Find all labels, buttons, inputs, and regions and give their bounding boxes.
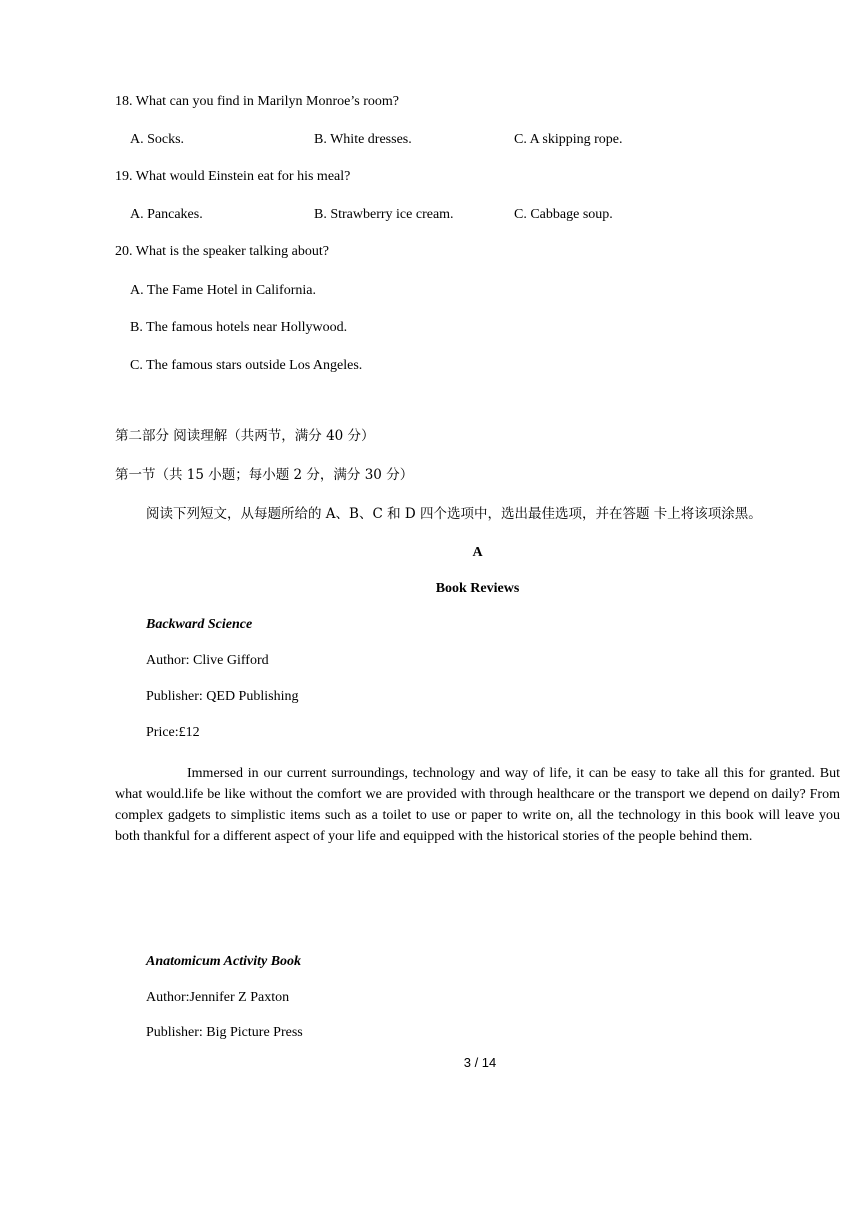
question-19-option-b: B. Strawberry ice cream.	[314, 207, 454, 222]
question-18-option-c: C. A skipping rope.	[514, 132, 623, 147]
question-19-stem: 19. What would Einstein eat for his meal?	[115, 169, 351, 184]
passage-letter: A	[472, 545, 483, 560]
question-20-stem: 20. What is the speaker talking about?	[115, 244, 329, 259]
passage-title: Book Reviews	[435, 581, 520, 596]
book-2-title: Anatomicum Activity Book	[146, 954, 302, 969]
book-2-publisher: Publisher: Big Picture Press	[146, 1025, 303, 1040]
question-19-option-a: A. Pancakes.	[130, 207, 203, 222]
page-number: 3 / 14	[463, 1055, 497, 1070]
book-2-author: Author:Jennifer Z Paxton	[146, 990, 290, 1005]
part-title: 第二部分 阅读理解（共两节，满分 40 分）	[115, 428, 375, 444]
question-18-option-a: A. Socks.	[130, 132, 185, 147]
book-1-price: Price:£12	[146, 725, 200, 740]
question-20-option-b: B. The famous hotels near Hollywood.	[130, 320, 348, 335]
question-19-option-c: C. Cabbage soup.	[514, 207, 613, 222]
book-1-review: Immersed in our current surroundings, technology and way of life, it can be easy to take all this for granted. But what would.life be like without the comfort we are provided with through healthcare or the transport we depend on daily? From complex gadgets to simplistic items such as a toilet to use or paper to write on, all the technology in this book will leave you both thankful for a different aspect of your life and equipped with the historical stories of the people behind them.	[115, 766, 840, 844]
question-18-stem: 18. What can you find in Marilyn Monroe’s room?	[115, 94, 399, 109]
book-1-publisher: Publisher: QED Publishing	[146, 689, 299, 704]
subsection-title: 第一节（共 15 小题；每小题 2 分，满分 30 分）	[115, 467, 414, 483]
question-18-option-b: B. White dresses.	[314, 132, 412, 147]
book-1-title: Backward Science	[146, 617, 253, 632]
question-20-option-c: C. The famous stars outside Los Angeles.	[130, 358, 363, 373]
question-20-option-a: A. The Fame Hotel in California.	[130, 283, 316, 298]
instructions: 阅读下列短文，从每题所给的 A、B、C 和 D 四个选项中，选出最佳选项，并在答题 卡上将该项涂黑。	[146, 506, 762, 522]
book-1-author: Author: Clive Gifford	[146, 653, 269, 668]
